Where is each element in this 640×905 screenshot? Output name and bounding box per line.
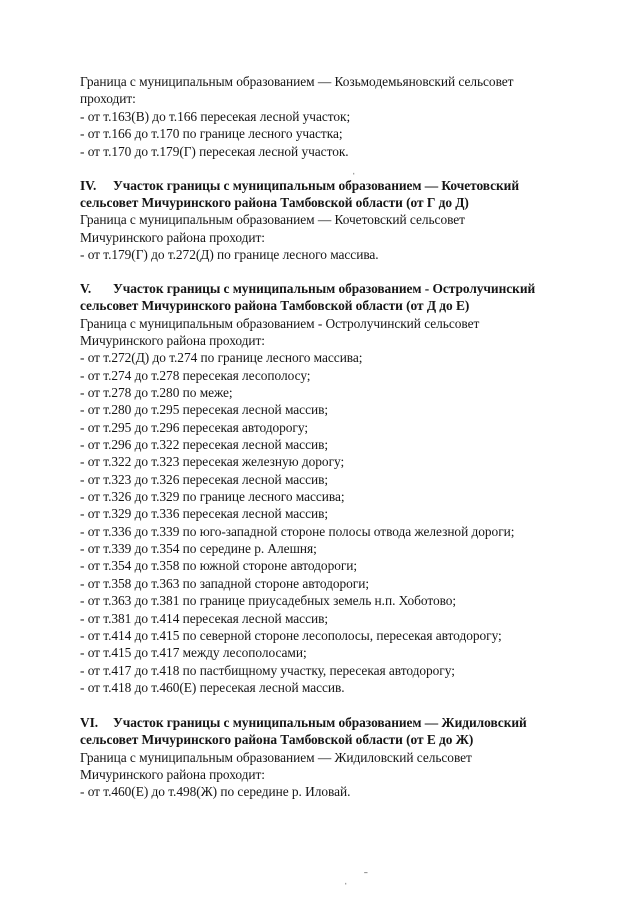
- section-line: - от т.326 до т.329 по границе лесного массива;: [80, 489, 345, 504]
- section-line: Мичуринского района проходит:: [80, 767, 265, 782]
- section-line: - от т.415 до т.417 между лесополосами;: [80, 645, 307, 660]
- section-line: - от т.381 до т.414 пересекая лесной массив;: [80, 611, 329, 626]
- section-line: - от т.179(Г) до т.272(Д) по границе лесного массива.: [80, 247, 379, 262]
- section-line: - от т.329 до т.336 пересекая лесной массив;: [80, 506, 329, 521]
- section-heading: сельсовет Мичуринского района Тамбовской области (от Е до Ж): [80, 732, 474, 747]
- section-line: - от т.336 до т.339 по юго-западной стороне полосы отвода железной дороги;: [80, 524, 515, 539]
- section-line: - от т.280 до т.295 пересекая лесной массив;: [80, 402, 329, 417]
- intro-line: Граница с муниципальным образованием — Козьмодемьяновский сельсовет: [80, 74, 514, 89]
- section-heading: [80, 281, 535, 297]
- intro-line: - от т.166 до т.170 по границе лесного участка;: [80, 126, 343, 141]
- section-heading: сельсовет Мичуринского района Тамбовской области (от Д до Е): [80, 298, 470, 313]
- section-number: IV.: [80, 178, 97, 193]
- section-line: - от т.418 до т.460(Е) пересекая лесной массив.: [80, 680, 345, 695]
- section-line: - от т.354 до т.358 по южной стороне автодороги;: [80, 558, 358, 573]
- section-line: - от т.295 до т.296 пересекая автодорогу;: [80, 420, 309, 435]
- section-line: - от т.363 до т.381 по границе приусадебных земель н.п. Хоботово;: [80, 593, 457, 608]
- intro-line: - от т.163(В) до т.166 пересекая лесной участок;: [80, 109, 351, 124]
- section-heading: [80, 178, 519, 194]
- section-line: Граница с муниципальным образованием - Остролучинский сельсовет: [80, 316, 480, 331]
- section-number: VI.: [80, 715, 99, 730]
- section-line: - от т.296 до т.322 пересекая лесной массив;: [80, 437, 329, 452]
- section-heading-text: Участок границы с муниципальным образованием — Кочетовский: [113, 178, 520, 193]
- section-heading-text: Участок границы с муниципальным образованием — Жидиловский: [113, 715, 527, 730]
- section-heading: сельсовет Мичуринского района Тамбовской области (от Г до Д): [80, 195, 469, 210]
- section-line: - от т.460(Е) до т.498(Ж) по середине р. Иловай.: [80, 784, 351, 799]
- section-line: Граница с муниципальным образованием — Кочетовский сельсовет: [80, 212, 465, 227]
- intro-line: - от т.170 до т.179(Г) пересекая лесной участок.: [80, 144, 349, 159]
- section-line: - от т.358 до т.363 по западной стороне автодороги;: [80, 576, 370, 591]
- section-number: V.: [80, 281, 92, 296]
- section-line: - от т.323 до т.326 пересекая лесной массив;: [80, 472, 329, 487]
- section-line: Мичуринского района проходит:: [80, 230, 265, 245]
- section-line: Граница с муниципальным образованием — Жидиловский сельсовет: [80, 750, 472, 765]
- section-line: - от т.322 до т.323 пересекая железную дорогу;: [80, 454, 345, 469]
- section-line: Мичуринского района проходит:: [80, 333, 265, 348]
- scan-speck: ˌ: [344, 873, 348, 885]
- section-line: - от т.414 до т.415 по северной стороне лесополосы, пересекая автодорогу;: [80, 628, 502, 643]
- section-line: - от т.272(Д) до т.274 по границе лесного массива;: [80, 350, 363, 365]
- section-line: - от т.339 до т.354 по середине р. Алешня;: [80, 541, 317, 556]
- section-line: - от т.274 до т.278 пересекая лесополосу;: [80, 368, 311, 383]
- section-line: - от т.278 до т.280 по меже;: [80, 385, 233, 400]
- section-line: - от т.417 до т.418 по пастбищному участку, пересекая автодорогу;: [80, 663, 455, 678]
- section-heading-text: Участок границы с муниципальным образованием - Остролучинский: [113, 281, 536, 296]
- intro-line: проходит:: [80, 91, 136, 106]
- section-heading: [80, 715, 527, 731]
- scan-speck: ˉ: [364, 870, 368, 882]
- scan-speck: ˌ: [352, 163, 356, 175]
